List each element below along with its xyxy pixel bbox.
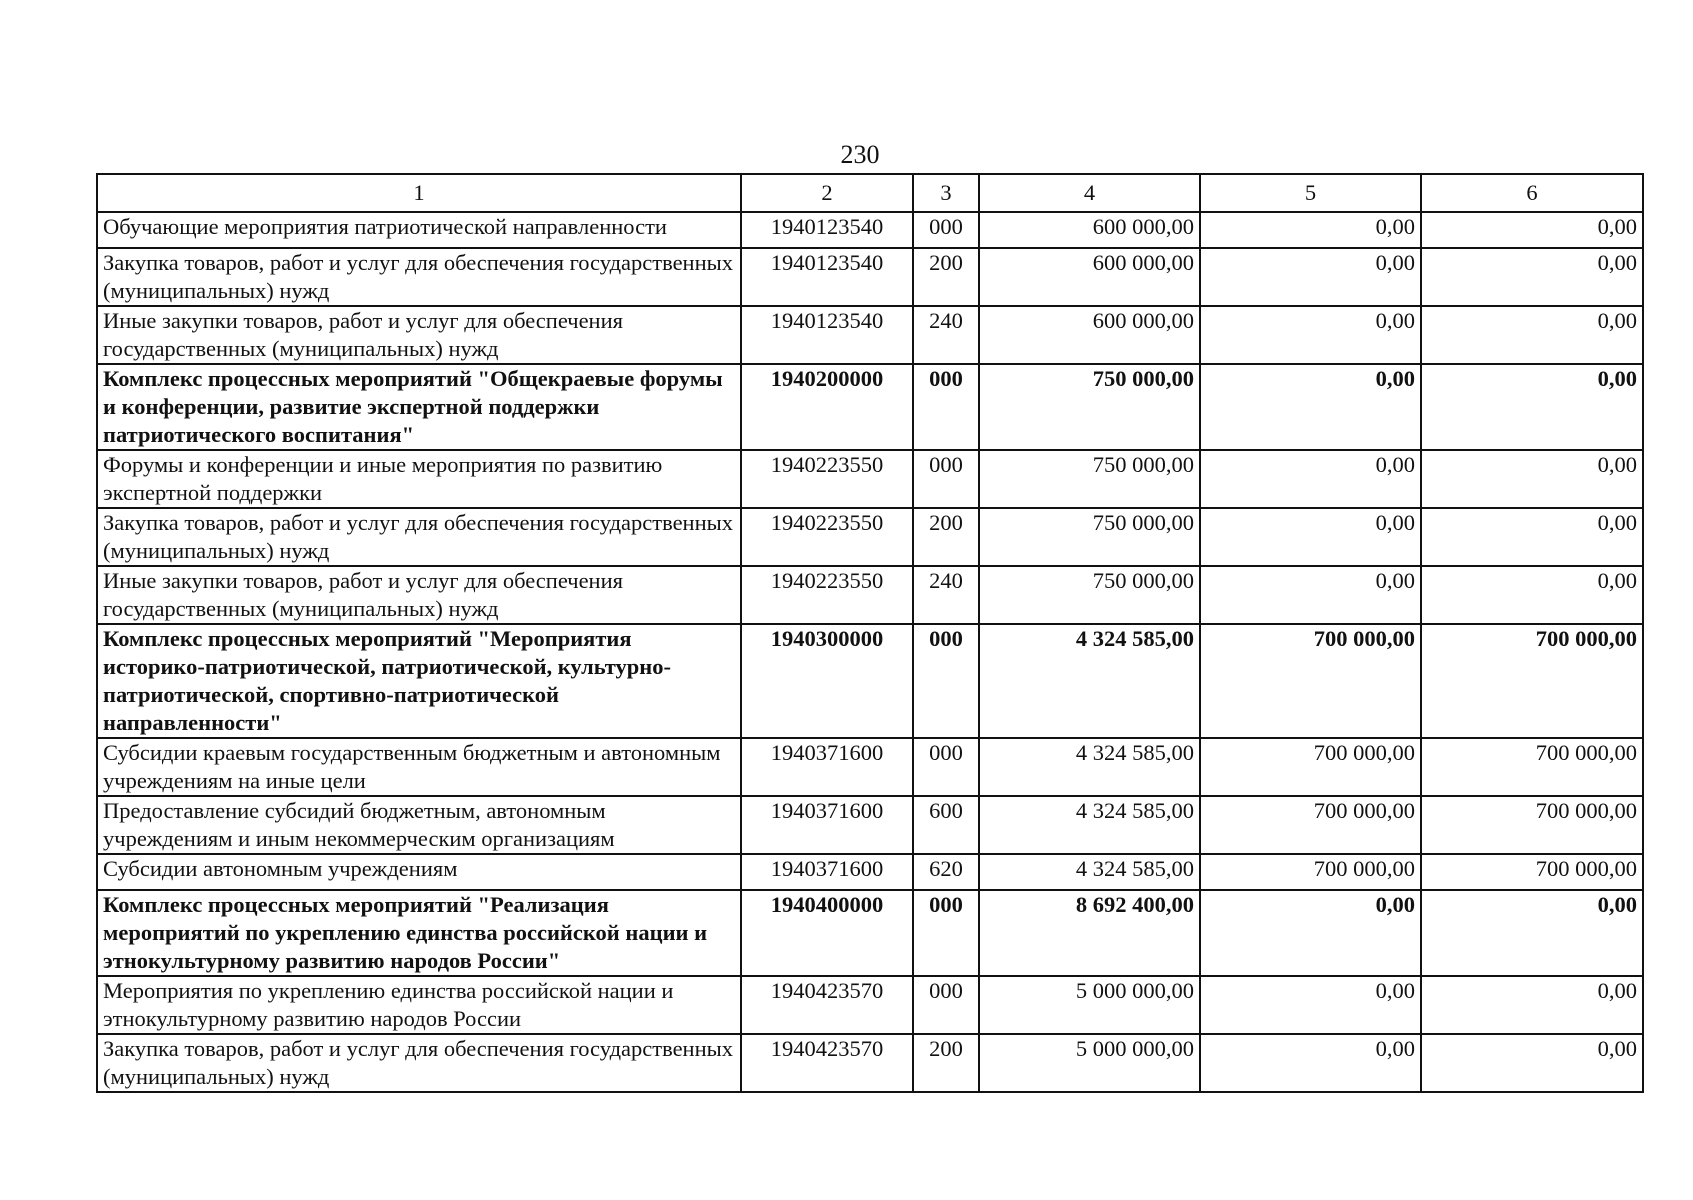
row-name-cell: Предоставление субсидий бюджетным, автономным учреждениям и иным некоммерческим организациям bbox=[97, 796, 741, 854]
table-row bbox=[97, 306, 1643, 364]
row-amount-col4: 4 324 585,00 bbox=[979, 796, 1200, 854]
table-row bbox=[97, 976, 1643, 1034]
table-row bbox=[97, 1034, 1643, 1092]
row-code-cell: 1940223550 bbox=[741, 450, 913, 508]
row-name-cell: Закупка товаров, работ и услуг для обеспечения государственных (муниципальных) нужд bbox=[97, 508, 741, 566]
row-amount-col4: 750 000,00 bbox=[979, 450, 1200, 508]
row-name-cell: Мероприятия по укреплению единства российской нации и этнокультурному развитию народов России bbox=[97, 976, 741, 1034]
row-code-cell: 1940423570 bbox=[741, 1034, 913, 1092]
row-amount-col5: 0,00 bbox=[1200, 212, 1421, 248]
row-code-cell: 1940371600 bbox=[741, 854, 913, 890]
row-amount-col6: 0,00 bbox=[1421, 976, 1643, 1034]
row-amount-col6: 0,00 bbox=[1421, 450, 1643, 508]
row-amount-col6: 0,00 bbox=[1421, 248, 1643, 306]
column-header-4: 4 bbox=[979, 174, 1200, 212]
row-code-cell: 1940123540 bbox=[741, 248, 913, 306]
row-amount-col6: 0,00 bbox=[1421, 212, 1643, 248]
table-row bbox=[97, 364, 1643, 450]
row-code-cell: 1940223550 bbox=[741, 508, 913, 566]
row-amount-col6: 700 000,00 bbox=[1421, 796, 1643, 854]
row-amount-col6: 0,00 bbox=[1421, 508, 1643, 566]
row-type-cell: 240 bbox=[913, 566, 979, 624]
row-type-cell: 000 bbox=[913, 890, 979, 976]
table-header-row bbox=[97, 174, 1643, 212]
row-amount-col5: 700 000,00 bbox=[1200, 854, 1421, 890]
table-row bbox=[97, 212, 1643, 248]
page-number: 230 bbox=[840, 140, 880, 169]
row-code-cell: 1940371600 bbox=[741, 738, 913, 796]
row-type-cell: 200 bbox=[913, 508, 979, 566]
row-amount-col5: 700 000,00 bbox=[1200, 624, 1421, 738]
table-row bbox=[97, 890, 1643, 976]
row-amount-col4: 600 000,00 bbox=[979, 248, 1200, 306]
row-name-cell: Обучающие мероприятия патриотической направленности bbox=[97, 212, 741, 248]
row-type-cell: 000 bbox=[913, 624, 979, 738]
column-header-2: 2 bbox=[741, 174, 913, 212]
row-name-cell: Комплекс процессных мероприятий "Мероприятия историко-патриотической, патриотической, культурно-патриотической, спортивно-патриотической направленности" bbox=[97, 624, 741, 738]
table-row bbox=[97, 248, 1643, 306]
row-amount-col5: 0,00 bbox=[1200, 890, 1421, 976]
row-amount-col5: 700 000,00 bbox=[1200, 796, 1421, 854]
row-code-cell: 1940123540 bbox=[741, 212, 913, 248]
row-amount-col5: 0,00 bbox=[1200, 248, 1421, 306]
table-row bbox=[97, 450, 1643, 508]
row-name-cell: Иные закупки товаров, работ и услуг для обеспечения государственных (муниципальных) нужд bbox=[97, 566, 741, 624]
column-header-6: 6 bbox=[1421, 174, 1643, 212]
row-name-cell: Комплекс процессных мероприятий "Общекраевые форумы и конференции, развитие экспертной поддержки патриотического воспитания" bbox=[97, 364, 741, 450]
row-amount-col5: 0,00 bbox=[1200, 364, 1421, 450]
column-header-3: 3 bbox=[913, 174, 979, 212]
table-row bbox=[97, 508, 1643, 566]
row-amount-col6: 0,00 bbox=[1421, 364, 1643, 450]
row-type-cell: 000 bbox=[913, 212, 979, 248]
table-row bbox=[97, 566, 1643, 624]
row-amount-col5: 0,00 bbox=[1200, 566, 1421, 624]
row-amount-col6: 0,00 bbox=[1421, 1034, 1643, 1092]
row-amount-col5: 0,00 bbox=[1200, 306, 1421, 364]
row-type-cell: 620 bbox=[913, 854, 979, 890]
row-type-cell: 200 bbox=[913, 248, 979, 306]
row-code-cell: 1940123540 bbox=[741, 306, 913, 364]
row-code-cell: 1940423570 bbox=[741, 976, 913, 1034]
row-amount-col6: 700 000,00 bbox=[1421, 624, 1643, 738]
row-type-cell: 000 bbox=[913, 450, 979, 508]
column-header-5: 5 bbox=[1200, 174, 1421, 212]
budget-table bbox=[96, 173, 1644, 1093]
table-row bbox=[97, 796, 1643, 854]
row-amount-col5: 0,00 bbox=[1200, 976, 1421, 1034]
row-name-cell: Комплекс процессных мероприятий "Реализация мероприятий по укреплению единства российской нации и этнокультурному развитию народов России" bbox=[97, 890, 741, 976]
table-body bbox=[97, 212, 1643, 1092]
row-amount-col4: 600 000,00 bbox=[979, 212, 1200, 248]
row-code-cell: 1940223550 bbox=[741, 566, 913, 624]
row-amount-col4: 750 000,00 bbox=[979, 566, 1200, 624]
row-amount-col4: 4 324 585,00 bbox=[979, 738, 1200, 796]
row-amount-col4: 5 000 000,00 bbox=[979, 976, 1200, 1034]
row-amount-col6: 0,00 bbox=[1421, 890, 1643, 976]
row-amount-col4: 5 000 000,00 bbox=[979, 1034, 1200, 1092]
row-amount-col4: 750 000,00 bbox=[979, 364, 1200, 450]
row-code-cell: 1940200000 bbox=[741, 364, 913, 450]
table-row bbox=[97, 624, 1643, 738]
row-name-cell: Субсидии краевым государственным бюджетным и автономным учреждениям на иные цели bbox=[97, 738, 741, 796]
row-name-cell: Субсидии автономным учреждениям bbox=[97, 854, 741, 890]
row-type-cell: 200 bbox=[913, 1034, 979, 1092]
row-amount-col5: 0,00 bbox=[1200, 1034, 1421, 1092]
row-amount-col5: 0,00 bbox=[1200, 450, 1421, 508]
row-amount-col6: 700 000,00 bbox=[1421, 854, 1643, 890]
row-code-cell: 1940371600 bbox=[741, 796, 913, 854]
row-amount-col6: 700 000,00 bbox=[1421, 738, 1643, 796]
row-type-cell: 600 bbox=[913, 796, 979, 854]
row-name-cell: Закупка товаров, работ и услуг для обеспечения государственных (муниципальных) нужд bbox=[97, 248, 741, 306]
row-amount-col4: 4 324 585,00 bbox=[979, 854, 1200, 890]
row-type-cell: 240 bbox=[913, 306, 979, 364]
row-type-cell: 000 bbox=[913, 364, 979, 450]
row-code-cell: 1940300000 bbox=[741, 624, 913, 738]
row-amount-col6: 0,00 bbox=[1421, 566, 1643, 624]
row-name-cell: Форумы и конференции и иные мероприятия по развитию экспертной поддержки bbox=[97, 450, 741, 508]
row-code-cell: 1940400000 bbox=[741, 890, 913, 976]
row-type-cell: 000 bbox=[913, 976, 979, 1034]
row-amount-col5: 700 000,00 bbox=[1200, 738, 1421, 796]
row-type-cell: 000 bbox=[913, 738, 979, 796]
row-amount-col6: 0,00 bbox=[1421, 306, 1643, 364]
column-header-1: 1 bbox=[97, 174, 741, 212]
table-row bbox=[97, 854, 1643, 890]
row-amount-col5: 0,00 bbox=[1200, 508, 1421, 566]
row-amount-col4: 600 000,00 bbox=[979, 306, 1200, 364]
row-amount-col4: 750 000,00 bbox=[979, 508, 1200, 566]
row-amount-col4: 4 324 585,00 bbox=[979, 624, 1200, 738]
table-row bbox=[97, 738, 1643, 796]
row-name-cell: Закупка товаров, работ и услуг для обеспечения государственных (муниципальных) нужд bbox=[97, 1034, 741, 1092]
row-name-cell: Иные закупки товаров, работ и услуг для обеспечения государственных (муниципальных) нужд bbox=[97, 306, 741, 364]
row-amount-col4: 8 692 400,00 bbox=[979, 890, 1200, 976]
